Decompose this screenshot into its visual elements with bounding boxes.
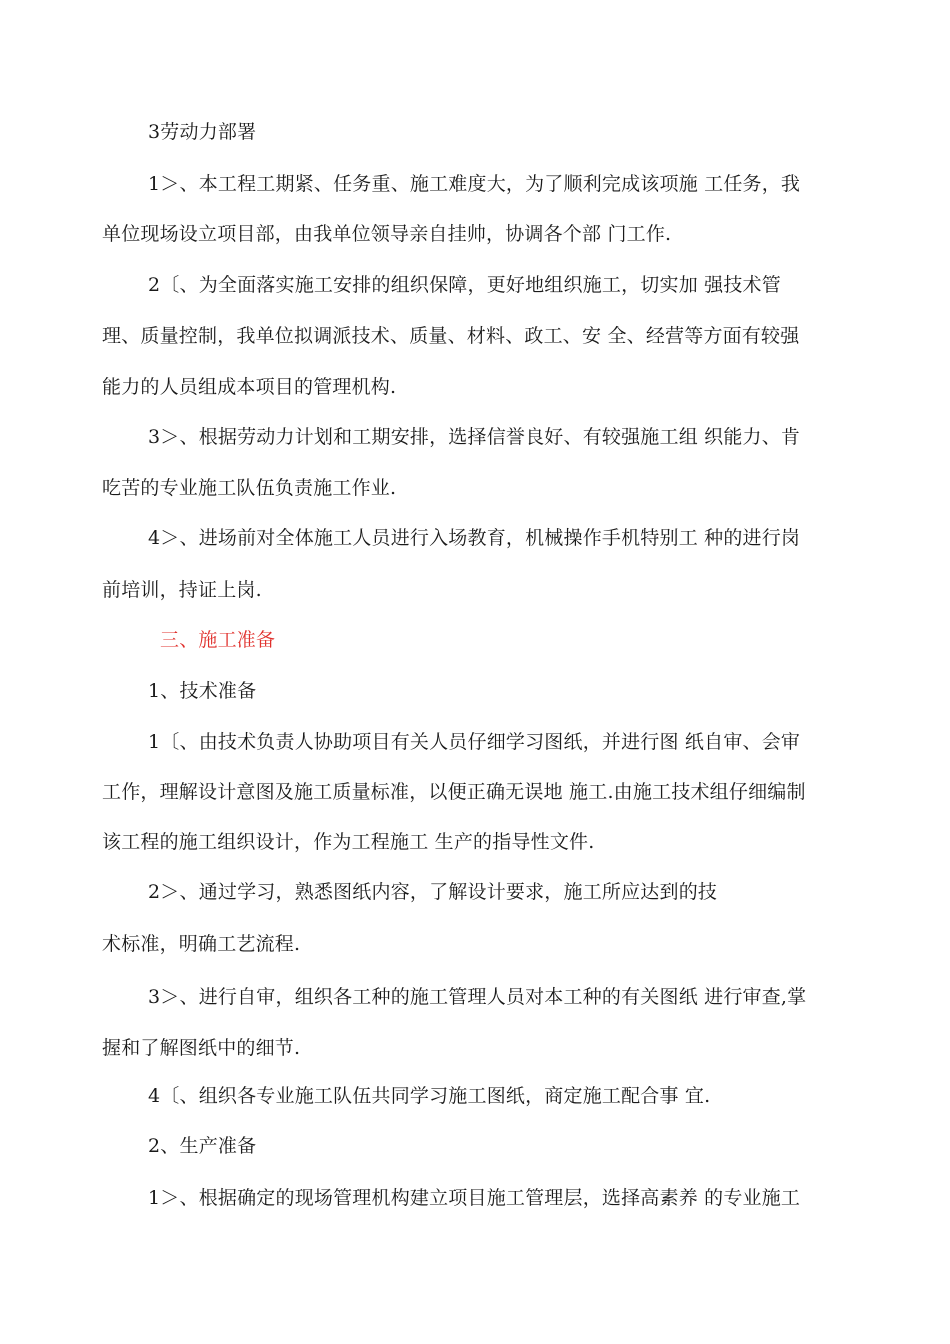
paragraph-line: 能力的人员组成本项目的管理机构.: [102, 376, 397, 398]
paragraph-line: 2＞、通过学习，熟悉图纸内容，了解设计要求，施工所应达到的技: [148, 881, 718, 903]
paragraph-line: 1〔、由技术负责人协助项目有关人员仔细学习图纸，并进行图 纸自审、会审: [148, 731, 801, 753]
chapter-heading-construction-prep: 三、施工准备: [160, 629, 276, 651]
section-heading-labor: 3劳动力部署: [148, 121, 257, 143]
paragraph-line: 3＞、进行自审，组织各工种的施工管理人员对本工种的有关图纸 进行审查,掌: [148, 986, 807, 1008]
paragraph-line: 3＞、根据劳动力计划和工期安排，选择信誉良好、有较强施工组 织能力、肯: [148, 426, 801, 448]
paragraph-line: 术标准，明确工艺流程.: [102, 933, 301, 955]
paragraph-line: 4＞、进场前对全体施工人员进行入场教育，机械操作手机特别工 种的进行岗: [148, 527, 801, 549]
paragraph-line: 2〔、为全面落实施工安排的组织保障，更好地组织施工，切实加 强技术管: [148, 274, 781, 296]
paragraph-line: 吃苦的专业施工队伍负责施工作业.: [102, 477, 397, 499]
paragraph-line: 该工程的施工组织设计，作为工程施工 生产的指导性文件.: [102, 831, 595, 853]
paragraph-line: 工作，理解设计意图及施工质量标准，以便正确无误地 施工.由施工技术组仔细编制: [102, 781, 806, 803]
paragraph-line: 单位现场设立项目部，由我单位领导亲自挂帅，协调各个部 门工作.: [102, 223, 672, 245]
paragraph-line: 1＞、根据确定的现场管理机构建立项目施工管理层，选择高素养 的专业施工: [148, 1187, 801, 1209]
paragraph-line: 4〔、组织各专业施工队伍共同学习施工图纸，商定施工配合事 宜.: [148, 1085, 711, 1107]
paragraph-line: 握和了解图纸中的细节.: [102, 1037, 301, 1059]
section-heading-production-prep: 2、生产准备: [148, 1135, 257, 1157]
paragraph-line: 理、质量控制，我单位拟调派技术、质量、材料、政工、安 全、经营等方面有较强: [102, 325, 800, 347]
paragraph-line: 1＞、本工程工期紧、任务重、施工难度大，为了顺利完成该项施 工任务，我: [148, 173, 801, 195]
paragraph-line: 前培训，持证上岗.: [102, 579, 262, 601]
section-heading-technical-prep: 1、技术准备: [148, 680, 257, 702]
